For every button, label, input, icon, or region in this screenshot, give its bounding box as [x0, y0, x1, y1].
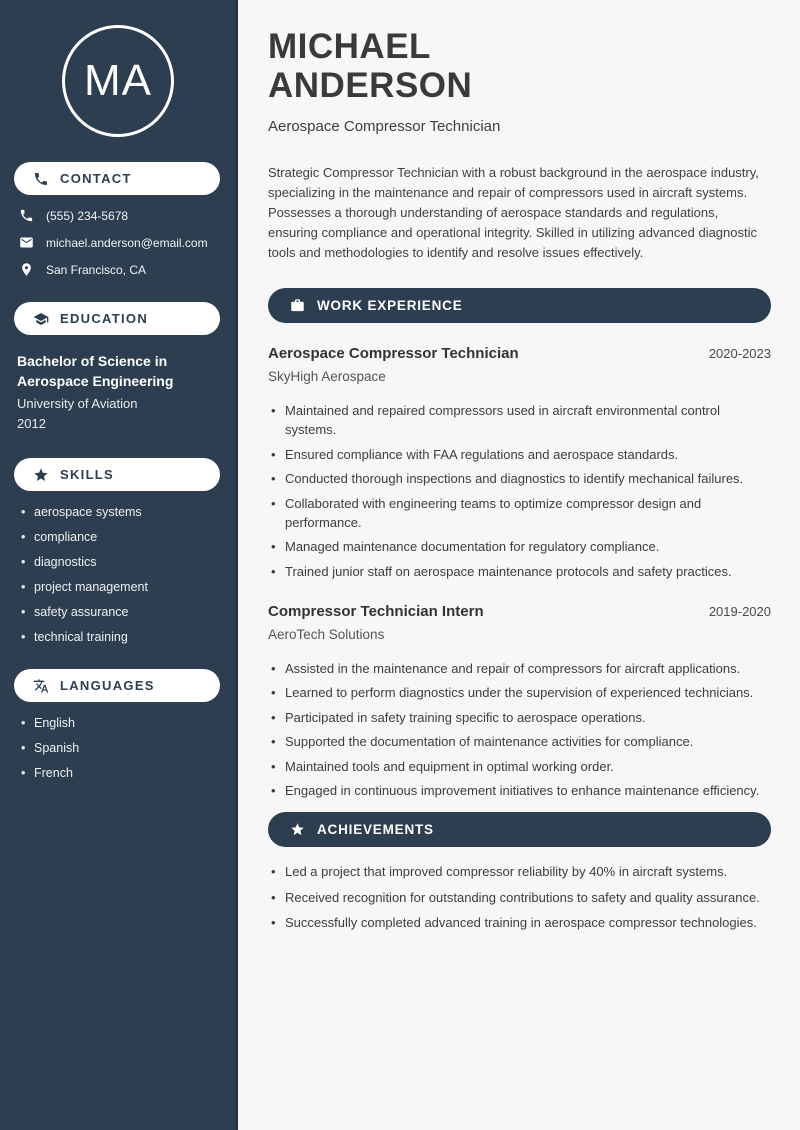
- education-entry: [0, 351, 236, 433]
- job-bullet: • Conducted thorough inspections and diagnostics to identify mechanical failures.: [271, 469, 771, 488]
- job-bullet: • Trained junior staff on aerospace maintenance protocols and safety practices.: [271, 562, 771, 581]
- candidate-first-name: MICHAEL: [268, 27, 431, 66]
- degree-name: Bachelor of Science in Aerospace Engineering: [17, 353, 174, 389]
- job-bullet-list: [268, 401, 771, 581]
- skill-item: • aerospace systems: [21, 506, 222, 519]
- languages-list: [0, 717, 236, 780]
- skill-item: • technical training: [21, 631, 222, 644]
- skill-item: • safety assurance: [21, 606, 222, 619]
- achievements-section-label: ACHIEVEMENTS: [317, 822, 434, 837]
- job-bullet: • Assisted in the maintenance and repair of compressors for aircraft applications.: [271, 659, 771, 678]
- skill-item: • compliance: [21, 531, 222, 544]
- job-company: AeroTech Solutions: [268, 626, 385, 642]
- envelope-icon: [19, 235, 34, 250]
- candidate-last-name: ANDERSON: [268, 66, 473, 105]
- phone-icon: [19, 208, 34, 223]
- school-name: University of Aviation: [17, 396, 138, 411]
- skills-section-header: [14, 458, 220, 491]
- phone-number: (555) 234-5678: [46, 208, 129, 223]
- job-bullet: • Participated in safety training specific to aerospace operations.: [271, 708, 771, 727]
- job-bullet: • Maintained tools and equipment in optimal working order.: [271, 757, 771, 776]
- achievements-section-header: [268, 812, 771, 847]
- job-bullet: • Engaged in continuous improvement initiatives to enhance maintenance efficiency.: [271, 781, 771, 800]
- language-item: • Spanish: [21, 742, 222, 755]
- contact-list: [0, 208, 236, 277]
- location-text: San Francisco, CA: [46, 262, 147, 277]
- achievement-bullet: • Led a project that improved compressor reliability by 40% in aircraft systems.: [271, 862, 771, 881]
- job-bullet: • Collaborated with engineering teams to optimize compressor design and performance.: [271, 494, 771, 532]
- languages-section-header: [14, 669, 220, 702]
- star-icon: [33, 467, 49, 483]
- contact-item-phone: [19, 208, 222, 223]
- job-bullet: • Managed maintenance documentation for regulatory compliance.: [271, 537, 771, 556]
- job-header: [268, 603, 771, 620]
- achievement-bullet: • Successfully completed advanced training in aerospace compressor technologies.: [271, 913, 771, 932]
- job-dates: 2019-2020: [708, 603, 771, 619]
- skills-section-label: SKILLS: [60, 467, 115, 482]
- candidate-name: [268, 27, 771, 105]
- work-experience-section-label: WORK EXPERIENCE: [317, 298, 463, 313]
- briefcase-icon: [290, 298, 305, 313]
- job-bullet: • Supported the documentation of maintenance activities for compliance.: [271, 732, 771, 751]
- education-section-label: EDUCATION: [60, 311, 149, 326]
- phone-icon: [33, 171, 49, 187]
- job-bullet: • Learned to perform diagnostics under the supervision of experienced technicians.: [271, 683, 771, 702]
- job-dates: 2020-2023: [708, 346, 771, 361]
- language-item: • English: [21, 717, 222, 730]
- avatar-initials: MA: [84, 56, 152, 105]
- work-experience-section-header: [268, 288, 771, 323]
- job-title: Compressor Technician Intern: [268, 602, 484, 620]
- star-icon: [290, 822, 305, 837]
- avatar: [62, 25, 174, 137]
- email-address: michael.anderson@email.com: [46, 235, 208, 250]
- skills-list: [0, 506, 236, 644]
- language-item: • French: [21, 767, 222, 780]
- languages-section-label: LANGUAGES: [60, 678, 155, 693]
- sidebar: [0, 0, 238, 1130]
- job-company: SkyHigh Aerospace: [268, 369, 386, 384]
- candidate-title: Aerospace Compressor Technician: [268, 118, 501, 135]
- achievement-bullet: • Received recognition for outstanding contributions to safety and quality assurance.: [271, 888, 771, 907]
- contact-item-location: [19, 262, 222, 277]
- avatar-wrap: [0, 25, 236, 137]
- job-header: [268, 345, 771, 362]
- contact-section-label: CONTACT: [60, 171, 132, 186]
- job-entry: [268, 603, 771, 801]
- contact-item-email: [19, 235, 222, 250]
- job-bullet: • Maintained and repaired compressors used in aircraft environmental control systems.: [271, 401, 771, 439]
- professional-summary: Strategic Compressor Technician with a robust background in the aerospace industry, specializing in the maintenance and repair of compressors used in aircraft systems. Possesses a thorough understanding of aerospace standards and regulations, ensuring compliance and operational integrity. Skilled in utilizing advanced diagnostic tools and methodologies to identify and resolve issues effectively.: [268, 165, 759, 260]
- skill-item: • project management: [21, 581, 222, 594]
- job-entry: [268, 345, 771, 581]
- job-title: Aerospace Compressor Technician: [268, 345, 519, 362]
- graduation-cap-icon: [33, 311, 49, 327]
- map-pin-icon: [19, 262, 34, 277]
- job-bullet: • Ensured compliance with FAA regulations and aerospace standards.: [271, 445, 771, 464]
- main-content: [238, 0, 800, 1130]
- graduation-year: 2012: [17, 416, 46, 431]
- skill-item: • diagnostics: [21, 556, 222, 569]
- education-section-header: [14, 302, 220, 335]
- job-bullet-list: [268, 659, 771, 801]
- contact-section-header: [14, 162, 220, 195]
- translate-icon: [33, 678, 49, 694]
- achievements-list: [268, 862, 771, 932]
